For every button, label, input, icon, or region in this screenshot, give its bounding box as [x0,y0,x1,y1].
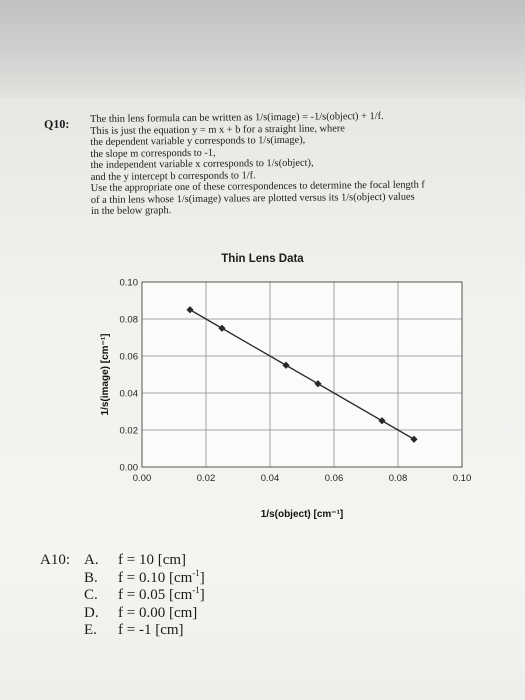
option-letter: A. [84,552,99,568]
y-axis-label: 1/s(image) [cm⁻¹] [100,333,111,416]
option-text: f = 10 [cm] [118,552,187,568]
x-tick-label: 0.04 [260,473,280,484]
question-line: This is just the equation y = m x + b for a straight line, where [90,122,345,137]
answer-block [40,552,205,640]
question-line: the dependent variable y corresponds to 1/s(image), [90,134,306,148]
chart-title: Thin Lens Data [221,253,304,265]
x-tick-label: 0.10 [452,473,472,484]
y-tick-label: 0.10 [119,277,138,289]
y-tick-label: 0.04 [119,388,138,400]
x-tick-label: 0.08 [388,473,408,484]
question-line: The thin lens formula can be written as 1/s(image) = -1/s(object) + 1/f. [90,110,384,125]
y-tick-label: 0.02 [119,425,138,437]
x-tick-label: 0.06 [324,473,344,484]
option-letter: C. [84,587,98,603]
y-tick-label: 0.08 [119,314,138,326]
answer-option-a [40,552,205,570]
question-line: of a thin lens whose 1/s(image) values are plotted versus its 1/s(object) values [90,191,415,206]
question-line: in the below graph. [90,205,172,217]
question-line: Use the appropriate one of these correspondences to determine the focal length f [90,179,425,194]
y-tick-label: 0.00 [119,462,138,474]
answer-option-c [40,587,205,605]
question-line: the slope m corresponds to -1, [90,147,216,160]
x-axis-label: 1/s(object) [cm⁻¹] [260,509,344,520]
option-text: f = -1 [cm] [118,622,184,638]
question-line: and the y intercept b corresponds to 1/f. [90,169,256,183]
option-text: f = 0.00 [cm] [118,604,198,621]
option-text: f = 0.05 $[cm^{-1}]$ [118,585,205,603]
answer-option-e [40,622,205,640]
option-letter: D. [84,604,99,621]
answer-label: A10: [40,552,70,568]
x-tick-label: 0.00 [132,473,152,484]
y-tick-label: 0.06 [119,351,138,363]
answer-option-b [40,567,205,588]
option-letter: E. [84,622,97,638]
x-tick-label: 0.02 [196,473,216,484]
answer-option-d [40,605,205,623]
question-label: Q10: [44,116,70,132]
option-text: f = 0.10 $[cm^{-1}]$ [118,567,205,586]
option-letter: B. [84,569,98,586]
question-line: the independent variable x corresponds to 1/s(object), [90,157,314,171]
